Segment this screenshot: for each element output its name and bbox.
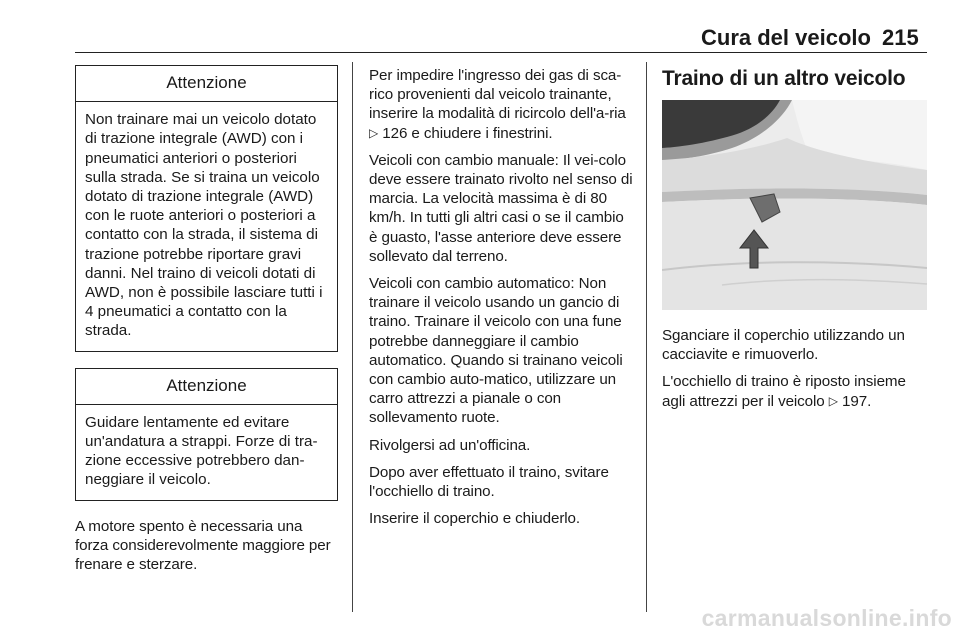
- warning-heading: Attenzione: [76, 369, 337, 405]
- paragraph-automatic-transmission: Veicoli con cambio automatico: Non trainare il veicolo usando un gancio di traino. Trainare il veicolo con una fune potrebbe danneggiare il cambio automatico. Quando si trainano veicoli con cambio auto-matico, utilizzare un carro attrezzi a pianale o con sollevamento ruote.: [369, 275, 623, 427]
- section-title: Traino di un altro veicolo: [662, 67, 906, 90]
- column-middle: [369, 66, 633, 536]
- column-right: [662, 66, 927, 419]
- warning-body: Guidare lentamente ed evitare un'andatura a strappi. Forze di tra-zione eccessive potrebbero dan-neggiare il veicolo.: [85, 413, 318, 489]
- bumper-illustration-svg: [662, 100, 927, 310]
- paragraph-insert-cover: Inserire il coperchio e chiuderlo.: [369, 510, 581, 528]
- column-left: [75, 65, 338, 582]
- reference-arrow-icon: ▷: [828, 393, 838, 408]
- paragraph-manual-transmission: Veicoli con cambio manuale: Il vei-colo deve essere trainato rivolto nel senso di marcia. La velocità massima è di 80 km/h. In tutti gli altri casi o se il cambio è guasto, l'asse anteriore deve essere sollevato dal terreno.: [369, 151, 633, 265]
- paragraph-unscrew-eye: Dopo aver effettuato il traino, svitare l'occhiello di traino.: [369, 463, 609, 501]
- page-reference[interactable]: 197.: [842, 392, 872, 410]
- paragraph-text: Per impedire l'ingresso dei gas di sca-rico provenienti dal veicolo trainante, inserire la modalità di ricircolo dell'a-ria: [369, 67, 626, 123]
- reference-arrow-icon: ▷: [369, 125, 379, 140]
- column-divider-left: [352, 62, 353, 612]
- watermark: carmanualsonline.info: [701, 605, 952, 631]
- page-header-title: Cura del veicolo: [701, 25, 871, 50]
- paragraph-text: L'occhiello di traino è riposto insieme agli attrezzi per il veicolo: [662, 373, 906, 410]
- paragraph-recirculation: [369, 66, 633, 143]
- warning-body: Non trainare mai un veicolo dotato di trazione integrale (AWD) con i pneumatici anteriori o posteriori sulla strada. Se si traina un veicolo dotato di trazione integrale (AWD) con le ruote anteriori o posteriori a contatto con la strada, il sistema di trazione potrebbe riportare gravi danni. Nel traino di veicoli dotati di AWD, non è possibile lasciare tutti i 4 pneumatici a contatto con la strada.: [85, 111, 323, 340]
- page-number: 215: [882, 25, 919, 50]
- warning-box-driving: [75, 368, 338, 501]
- warning-box-awd: [75, 65, 338, 352]
- warning-heading: Attenzione: [76, 66, 337, 102]
- paragraph-remove-cover: Sganciare il coperchio utilizzando un cacciavite e rimuoverlo.: [662, 327, 905, 364]
- column-divider-right: [646, 62, 647, 612]
- paragraph-workshop: Rivolgersi ad un'officina.: [369, 436, 531, 454]
- page-reference[interactable]: 126 e chiudere i finestrini.: [382, 124, 553, 142]
- header-rule: [75, 52, 927, 53]
- rear-bumper-tow-cover-illustration: [662, 100, 927, 310]
- paragraph-tow-eye-location: [662, 372, 927, 410]
- paragraph-engine-off: A motore spento è necessaria una forza considerevolmente maggiore per frenare e sterzare.: [75, 517, 331, 574]
